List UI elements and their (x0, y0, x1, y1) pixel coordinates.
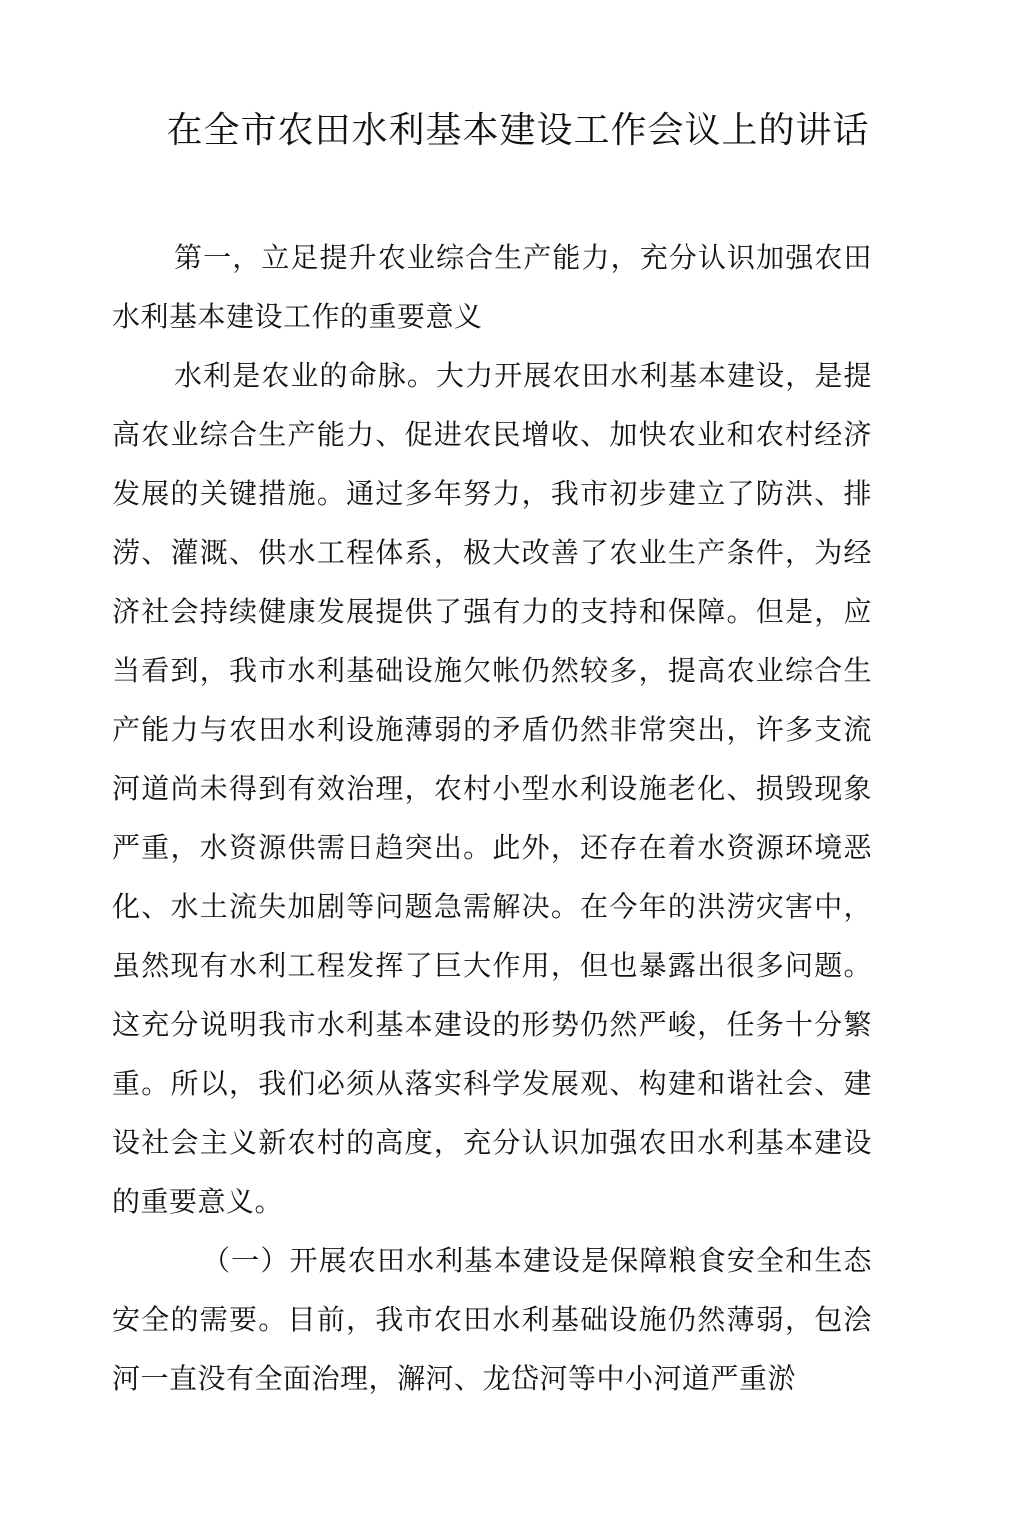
subsection-paragraph: （一）开展农田水利基本建设是保障粮食安全和生态安全的需要。目前，我市农田水利基础设施仍然薄弱，包浍河一直没有全面治理，澥河、龙岱河等中小河道严重淤 (112, 1244, 872, 1395)
section-heading-paragraph: 第一，立足提升农业综合生产能力，充分认识加强农田水利基本建设工作的重要意义 (112, 241, 872, 333)
document-body (112, 228, 872, 1408)
document-title: 在全市农田水利基本建设工作会议上的讲话 (166, 110, 870, 151)
body-paragraph: 水利是农业的命脉。大力开展农田水利基本建设，是提高农业综合生产能力、促进农民增收、加快农业和农村经济发展的关键措施。通过多年努力，我市初步建立了防洪、排涝、灌溉、供水工程体系，极大改善了农业生产条件，为经济社会持续健康发展提供了强有力的支持和保障。但是，应当看到，我市水利基础设施欠帐仍然较多，提高农业综合生产能力与农田水利设施薄弱的矛盾仍然非常突出，许多支流河道尚未得到有效治理，农村小型水利设施老化、损毁现象严重，水资源供需日趋突出。此外，还存在着水资源环境恶化、水土流失加剧等问题急需解决。在今年的洪涝灾害中，虽然现有水利工程发挥了巨大作用，但也暴露出很多问题。这充分说明我市水利基本建设的形势仍然严峻，任务十分繁重。所以，我们必须从落实科学发展观、构建和谐社会、建设社会主义新农村的高度，充分认识加强农田水利基本建设的重要意义。 (112, 359, 872, 1218)
